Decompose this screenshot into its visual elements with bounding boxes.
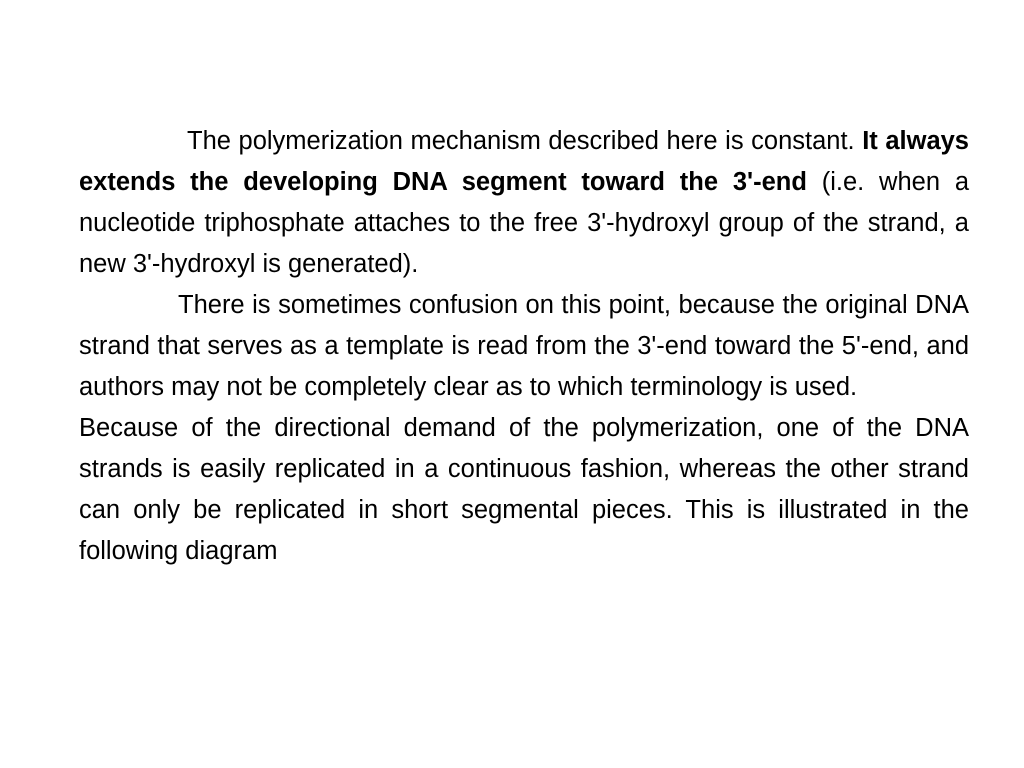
paragraph-1-text-end: (i.e. when a nucleotide triphosphate attaches to the free 3'-hydroxyl group of the strand, a new 3'-hydroxyl is generated). — [79, 168, 970, 278]
paragraph-directional-demand: Because of the directional demand of the polymerization, one of the DNA strands is easily replicated in a continuous fashion, whereas the other strand can only be replicated in short segmental pieces. This is illustrated in the following diagram — [79, 414, 969, 565]
paragraph-confusion: There is sometimes confusion on this point, because the original DNA strand that serves as a template is read from the 3'-end toward the 5'-end, and authors may not be completely clear as to which terminology is used. — [79, 291, 969, 401]
slide-text-body — [79, 121, 969, 572]
paragraph-polymerization — [79, 121, 969, 285]
paragraph-1-bold-statement: It always extends the developing DNA segment toward the 3'-end — [79, 127, 969, 196]
paragraph-1-text-start: The polymerization mechanism described here is constant. — [187, 127, 863, 155]
